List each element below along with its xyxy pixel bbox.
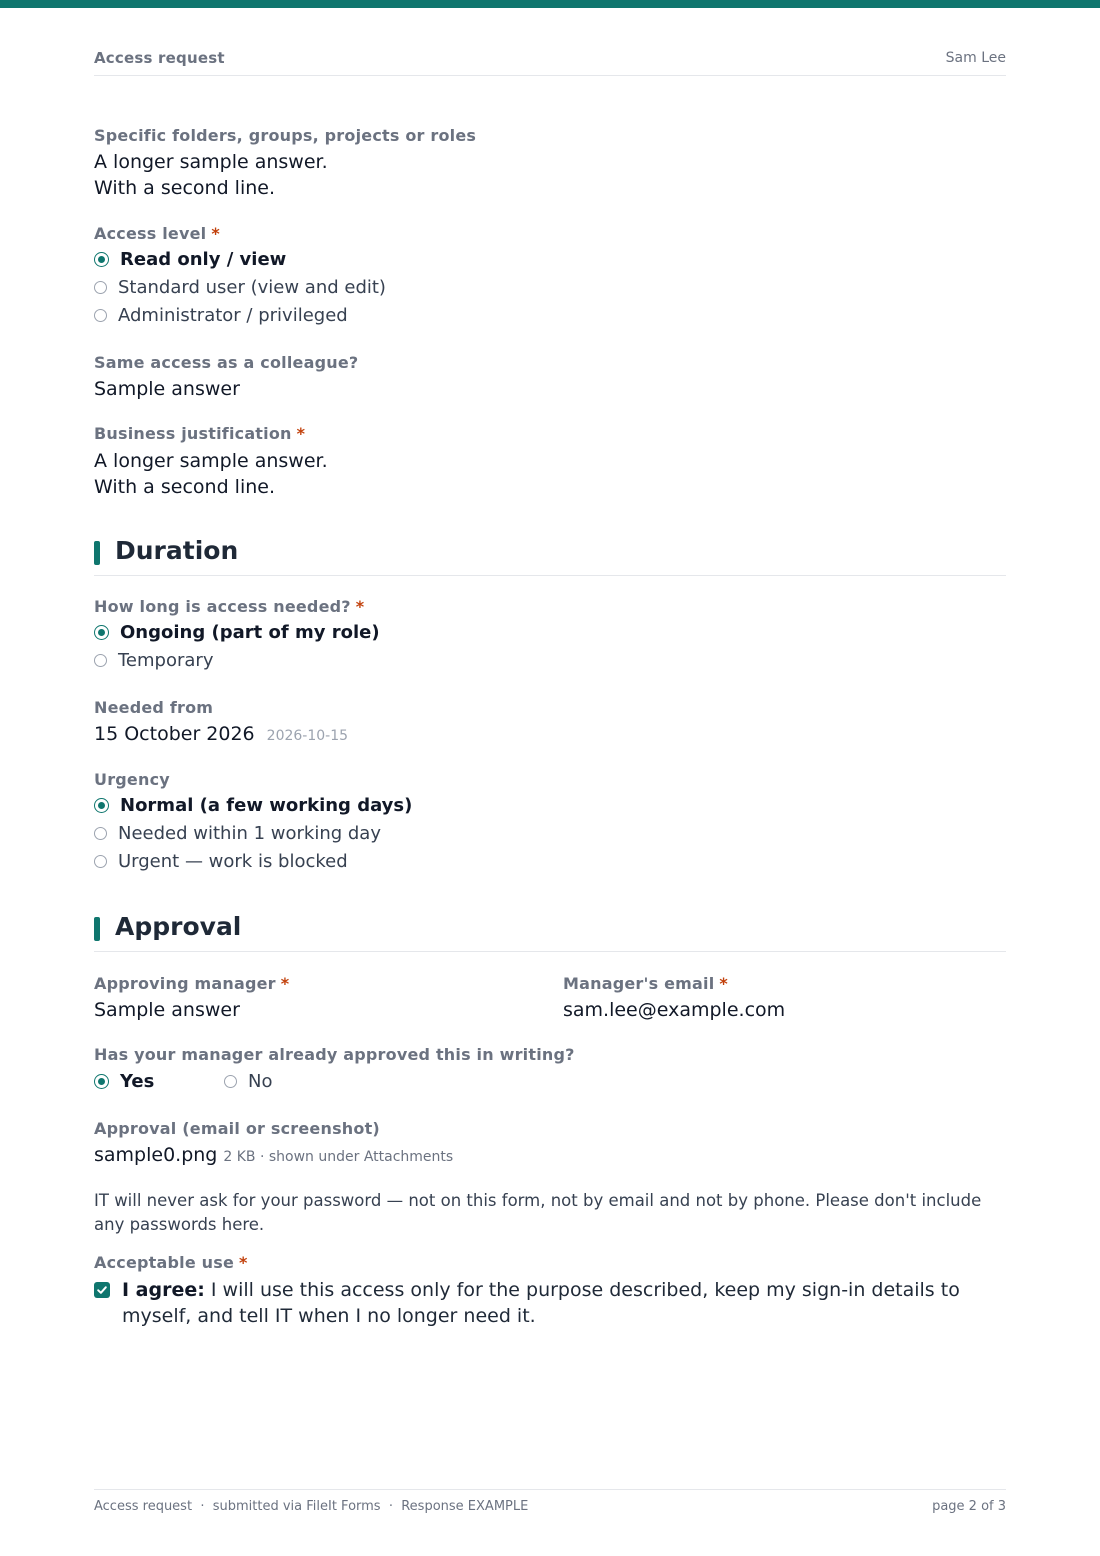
already-approved-label: Has your manager already approved this in writing? [94,1045,575,1064]
agree-statement: I will use this access only for the purpose described, keep my sign-in details to myself, and tell IT when I no longer need it. [122,1279,960,1327]
radio-empty-icon [94,309,107,322]
form-title: Access request [94,49,225,67]
top-accent-bar [0,0,1100,8]
manager-email-label: Manager's email * [563,974,728,993]
radio-empty-icon [94,827,107,840]
radio-empty-icon [224,1075,237,1088]
required-marker: * [296,424,306,443]
attachment-filename: sample0.png [94,1144,218,1166]
business-justification-line1: A longer sample answer. [94,450,328,472]
needed-from-iso: 2026-10-15 [266,728,349,744]
manager-email-answer: sam.lee@example.com [563,999,786,1021]
business-justification-line2: With a second line. [94,476,275,498]
same-access-label: Same access as a colleague? [94,353,359,372]
approving-manager-answer: Sample answer [94,999,240,1021]
how-long-option-temporary: Temporary [94,647,213,673]
acceptable-use-label: Acceptable use * [94,1253,248,1272]
required-marker: * [280,974,290,993]
access-level-option-standard: Standard user (view and edit) [94,274,386,300]
needed-from-label: Needed from [94,698,214,717]
checkbox-checked-icon [94,1282,110,1298]
acceptable-use-agreement [94,1277,1006,1329]
access-level-option-admin: Administrator / privileged [94,302,348,328]
radio-selected-icon [94,1074,109,1089]
needed-from-date: 15 October 2026 [94,723,255,745]
password-warning-note: IT will never ask for your password — not on this form, not by email and not by phone. Please don't include any passwords here. [94,1191,982,1234]
urgency-label: Urgency [94,770,170,789]
radio-empty-icon [94,654,107,667]
section-accent-bar [94,917,100,941]
page-footer [94,1489,1006,1514]
same-access-answer: Sample answer [94,378,240,400]
required-marker: * [719,974,728,993]
business-justification-label: Business justification * [94,424,306,443]
already-approved-option-yes: Yes [94,1068,154,1094]
approval-attachment-answer [94,1142,453,1170]
radio-selected-icon [94,798,109,813]
radio-selected-icon [94,252,109,267]
how-long-label: How long is access needed? * [94,597,365,616]
duration-title: Duration [115,536,239,565]
respondent-name: Sam Lee [945,50,1006,66]
access-level-label: Access level * [94,224,220,243]
required-marker: * [211,224,220,243]
footer-page-number: page 2 of 3 [932,1499,1006,1514]
already-approved-option-no: No [224,1068,272,1094]
running-header [94,47,1006,76]
approval-section-heading [94,911,1006,952]
specific-folders-answer-line1: A longer sample answer. [94,151,328,173]
access-level-option-read-only: Read only / view [94,246,286,272]
acceptable-use-text [122,1277,1006,1329]
radio-empty-icon [94,281,107,294]
approval-attachment-label: Approval (email or screenshot) [94,1119,380,1138]
section-accent-bar [94,541,100,565]
specific-folders-answer-line2: With a second line. [94,177,275,199]
urgency-option-urgent: Urgent — work is blocked [94,848,348,874]
required-marker: * [239,1253,248,1272]
duration-section-heading [94,535,1006,576]
how-long-option-ongoing: Ongoing (part of my role) [94,619,380,645]
radio-selected-icon [94,625,109,640]
approving-manager-label: Approving manager * [94,974,290,993]
required-marker: * [355,597,365,616]
radio-empty-icon [94,855,107,868]
specific-folders-label: Specific folders, groups, projects or roles [94,126,477,145]
needed-from-answer [94,721,348,749]
footer-submission-info: Access request · submitted via FileIt Forms · Response EXAMPLE [94,1499,529,1514]
urgency-option-one-day: Needed within 1 working day [94,820,381,846]
attachment-meta: 2 KB · shown under Attachments [223,1149,454,1165]
agree-prefix: I agree: [122,1279,205,1301]
urgency-option-normal: Normal (a few working days) [94,792,412,818]
approval-title: Approval [115,912,242,941]
